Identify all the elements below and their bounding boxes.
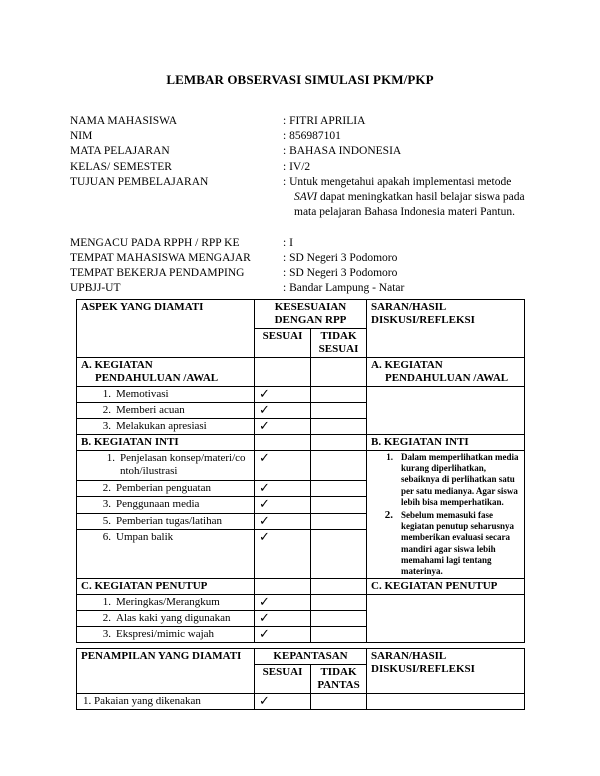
aspect-item bbox=[77, 480, 255, 496]
item-number: 2. bbox=[102, 404, 111, 416]
item-number: 1. bbox=[102, 388, 111, 400]
tujuan-line2-text: dapat meningkatkan hasil belajar siswa pada bbox=[317, 190, 525, 203]
saran-section-c: C. KEGIATAN PENUTUP bbox=[367, 579, 525, 595]
item-number: 5. bbox=[102, 514, 111, 527]
info-value: : SD Negeri 3 Podomoro bbox=[283, 266, 398, 279]
header-saran: SARAN/HASIL DISKUSI/REFLEKSI bbox=[367, 300, 525, 358]
info-value: : BAHASA INDONESIA bbox=[283, 145, 402, 158]
header-kesesuaian: KESESUAIAN DENGAN RPP bbox=[255, 300, 367, 329]
check-sesuai: ✓ bbox=[255, 595, 311, 611]
note-2 bbox=[371, 510, 520, 577]
item-label: Melakukan apresiasi bbox=[116, 420, 207, 432]
aspect-item bbox=[77, 419, 255, 435]
item-label: Penjelasan konsep/materi/contoh/ilustrasi bbox=[120, 452, 246, 477]
header-tidak-pantas: TIDAK PANTAS bbox=[311, 665, 367, 694]
note-1 bbox=[371, 452, 520, 508]
header-saran: SARAN/HASIL DISKUSI/REFLEKSI bbox=[367, 649, 525, 694]
info-value: : FITRI APRILIA bbox=[283, 115, 366, 127]
info-label: TEMPAT BEKERJA PENDAMPING bbox=[70, 266, 245, 279]
header-aspek: ASPEK YANG DIAMATI bbox=[77, 300, 255, 358]
header-penampilan: PENAMPILAN YANG DIAMATI bbox=[77, 649, 255, 694]
cell bbox=[311, 358, 367, 387]
check-sesuai: ✓ bbox=[255, 480, 311, 496]
aspect-item bbox=[77, 497, 255, 513]
item-number: 1. bbox=[106, 452, 115, 464]
info-label: NIM bbox=[70, 130, 93, 143]
info-label: NAMA MAHASISWA bbox=[70, 115, 178, 127]
info-value: : SD Negeri 3 Podomoro bbox=[283, 251, 398, 264]
item-label: Alas kaki yang digunakan bbox=[116, 612, 231, 625]
section-b: B. KEGIATAN INTI bbox=[77, 435, 255, 451]
item-number: 2. bbox=[102, 612, 111, 625]
check-sesuai: ✓ bbox=[255, 627, 311, 643]
item-label: Pemberian tugas/latihan bbox=[116, 514, 222, 527]
header-kepantasan: KEPANTASAN bbox=[255, 649, 367, 665]
aspect-item bbox=[77, 451, 255, 481]
saran-section-b: B. KEGIATAN INTI bbox=[367, 435, 525, 451]
cell bbox=[311, 435, 367, 451]
page-title: LEMBAR OBSERVASI SIMULASI PKM/PKP bbox=[166, 72, 434, 87]
saran-c-content bbox=[367, 595, 525, 643]
appearance-item: 1. Pakaian yang dikenakan bbox=[77, 694, 255, 710]
appearance-table bbox=[76, 648, 525, 710]
item-number: 3. bbox=[102, 498, 111, 511]
note-number: 1. bbox=[386, 452, 393, 462]
cell bbox=[311, 480, 367, 496]
item-label: Memotivasi bbox=[116, 388, 169, 400]
header-sesuai: SESUAI bbox=[255, 329, 311, 358]
cell bbox=[311, 419, 367, 435]
aspect-item bbox=[77, 513, 255, 530]
check-sesuai: ✓ bbox=[255, 451, 311, 481]
check-sesuai: ✓ bbox=[255, 611, 311, 627]
tujuan-line3: mata pelajaran Bahasa Indonesia materi Pantun. bbox=[294, 206, 515, 219]
item-label: Memberi acuan bbox=[116, 404, 185, 416]
item-label: Penggunaan media bbox=[116, 498, 200, 511]
cell bbox=[311, 694, 367, 710]
item-number: 6. bbox=[102, 531, 111, 544]
cell bbox=[311, 403, 367, 419]
section-a-label2: PENDAHULUAN /AWAL bbox=[95, 372, 219, 384]
cell bbox=[311, 611, 367, 627]
cell bbox=[255, 579, 311, 595]
note-number: 2. bbox=[384, 509, 393, 522]
aspect-item bbox=[77, 611, 255, 627]
item-label: Ekspresi/mimic wajah bbox=[116, 628, 215, 641]
saran-section-a-label2: PENDAHULUAN /AWAL bbox=[385, 372, 509, 384]
aspect-item bbox=[77, 627, 255, 643]
item-label: Meringkas/Merangkum bbox=[116, 596, 220, 609]
cell bbox=[311, 387, 367, 403]
cell bbox=[255, 435, 311, 451]
saran-section-a bbox=[367, 358, 525, 387]
item-number: 3. bbox=[102, 420, 111, 432]
check-sesuai: ✓ bbox=[255, 513, 311, 530]
aspect-item bbox=[77, 595, 255, 611]
check-sesuai: ✓ bbox=[255, 530, 311, 579]
cell bbox=[311, 497, 367, 513]
tujuan-line1: : Untuk mengetahui apakah implementasi metode bbox=[283, 175, 512, 188]
observation-table bbox=[76, 299, 525, 643]
header-sesuai: SESUAI bbox=[255, 665, 311, 694]
cell bbox=[311, 451, 367, 481]
note-text: Dalam memperlihatkan media kurang diperlihatkan, sebaiknya di perlihatkan satu per satu medianya. Agar siswa lebih bisa memperhatikan. bbox=[401, 452, 519, 507]
check-sesuai: ✓ bbox=[255, 387, 311, 403]
info-value: : I bbox=[283, 236, 293, 249]
saran-b-notes bbox=[367, 451, 525, 579]
note-text: Sebelum memasuki fase kegiatan penutup seharusnya memberikan evaluasi secara mandiri agar siswa lebih memahami lagi tentang materinya. bbox=[401, 510, 515, 577]
item-label: Umpan balik bbox=[116, 531, 174, 544]
cell bbox=[311, 513, 367, 530]
cell bbox=[311, 627, 367, 643]
cell bbox=[367, 694, 525, 710]
info-label: TUJUAN PEMBELAJARAN bbox=[70, 175, 209, 188]
check-sesuai: ✓ bbox=[255, 419, 311, 435]
header-tidak-sesuai: TIDAK SESUAI bbox=[311, 329, 367, 358]
item-number: 2. bbox=[102, 481, 111, 494]
check-sesuai: ✓ bbox=[255, 694, 311, 710]
saran-a-content bbox=[367, 387, 525, 435]
section-a-label: A. KEGIATAN bbox=[81, 359, 153, 371]
check-sesuai: ✓ bbox=[255, 497, 311, 513]
cell bbox=[311, 579, 367, 595]
item-number: 3. bbox=[102, 628, 111, 641]
section-c: C. KEGIATAN PENUTUP bbox=[77, 579, 255, 595]
aspect-item bbox=[77, 530, 255, 579]
info-label: MENGACU PADA RPPH / RPP KE bbox=[70, 236, 240, 249]
info-label: MATA PELAJARAN bbox=[70, 145, 170, 158]
cell bbox=[311, 595, 367, 611]
info-value: : Bandar Lampung - Natar bbox=[283, 282, 405, 295]
tujuan-line2 bbox=[283, 190, 533, 205]
item-number: 1. bbox=[102, 596, 111, 609]
section-a bbox=[77, 358, 255, 387]
aspect-item bbox=[77, 403, 255, 419]
info-label: KELAS/ SEMESTER bbox=[70, 160, 172, 173]
info-value bbox=[283, 175, 533, 221]
info-value: : 856987101 bbox=[283, 130, 341, 143]
info-value: : IV/2 bbox=[283, 160, 311, 173]
info-label: UPBJJ-UT bbox=[70, 282, 121, 295]
item-label: Pemberian penguatan bbox=[116, 481, 211, 494]
aspect-item bbox=[77, 387, 255, 403]
cell bbox=[255, 358, 311, 387]
saran-section-a-label: A. KEGIATAN bbox=[371, 359, 443, 371]
tujuan-method: SAVI bbox=[294, 190, 318, 203]
cell bbox=[311, 530, 367, 579]
info-label: TEMPAT MAHASISWA MENGAJAR bbox=[70, 251, 251, 264]
check-sesuai: ✓ bbox=[255, 403, 311, 419]
